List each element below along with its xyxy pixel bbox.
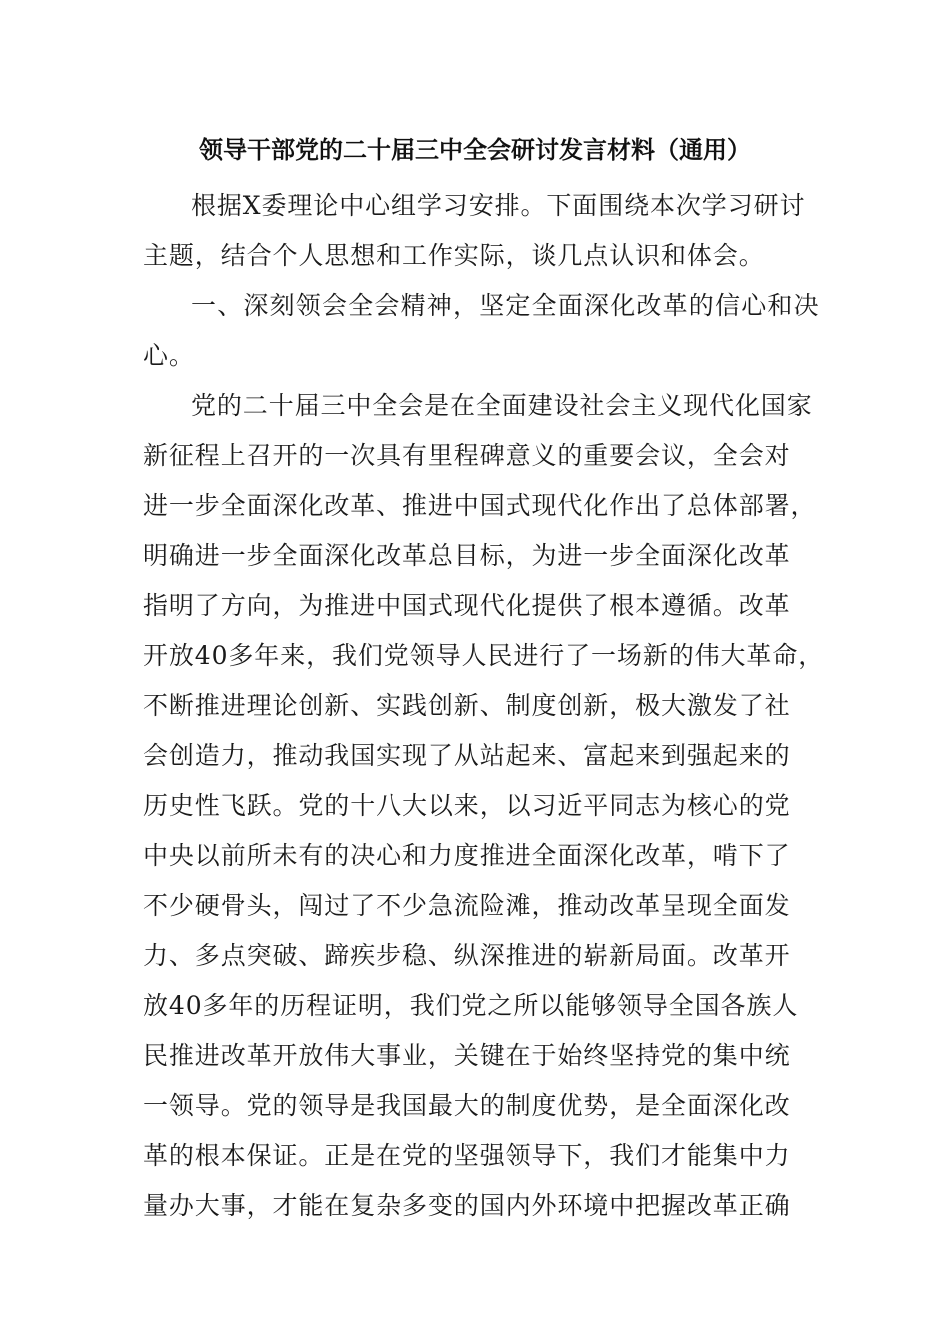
document-title: 领导干部党的二十届三中全会研讨发言材料（通用） bbox=[199, 135, 751, 164]
paragraph-line: 历史性飞跃。党的十八大以来，以习近平同志为核心的党 bbox=[143, 791, 791, 820]
paragraph-line: 开放40多年来，我们党领导人民进行了一场新的伟大革命， bbox=[143, 641, 825, 670]
paragraph-line: 会创造力，推动我国实现了从站起来、富起来到强起来的 bbox=[143, 741, 791, 770]
paragraph-line: 党的二十届三中全会是在全面建设社会主义现代化国家 bbox=[191, 391, 813, 420]
paragraph-line: 放40多年的历程证明，我们党之所以能够领导全国各族人 bbox=[143, 991, 799, 1020]
paragraph-line: 中央以前所未有的决心和力度推进全面深化改革，啃下了 bbox=[143, 841, 791, 870]
section-heading-line: 一、深刻领会全会精神，坚定全面深化改革的信心和决 bbox=[191, 291, 820, 320]
paragraph-line: 进一步全面深化改革、推进中国式现代化作出了总体部署， bbox=[143, 491, 817, 520]
paragraph-line: 不少硬骨头，闯过了不少急流险滩，推动改革呈现全面发 bbox=[143, 891, 791, 920]
paragraph-line: 明确进一步全面深化改革总目标，为进一步全面深化改革 bbox=[143, 541, 791, 570]
paragraph-line: 革的根本保证。正是在党的坚强领导下，我们才能集中力 bbox=[143, 1141, 791, 1170]
section-heading-line: 心。 bbox=[143, 341, 195, 370]
paragraph-line: 一领导。党的领导是我国最大的制度优势，是全面深化改 bbox=[143, 1091, 791, 1120]
paragraph-line: 新征程上召开的一次具有里程碑意义的重要会议，全会对 bbox=[143, 441, 791, 470]
paragraph-line: 民推进改革开放伟大事业，关键在于始终坚持党的集中统 bbox=[143, 1041, 791, 1070]
paragraph-line: 量办大事，才能在复杂多变的国内外环境中把握改革正确 bbox=[143, 1191, 791, 1220]
paragraph-line: 主题，结合个人思想和工作实际，谈几点认识和体会。 bbox=[143, 241, 765, 270]
document-body bbox=[143, 181, 825, 1231]
paragraph-line: 根据X委理论中心组学习安排。下面围绕本次学习研讨 bbox=[191, 191, 806, 220]
paragraph-line: 力、多点突破、蹄疾步稳、纵深推进的崭新局面。改革开 bbox=[143, 941, 791, 970]
paragraph-line: 指明了方向，为推进中国式现代化提供了根本遵循。改革 bbox=[143, 591, 791, 620]
paragraph-line: 不断推进理论创新、实践创新、制度创新，极大激发了社 bbox=[143, 691, 791, 720]
